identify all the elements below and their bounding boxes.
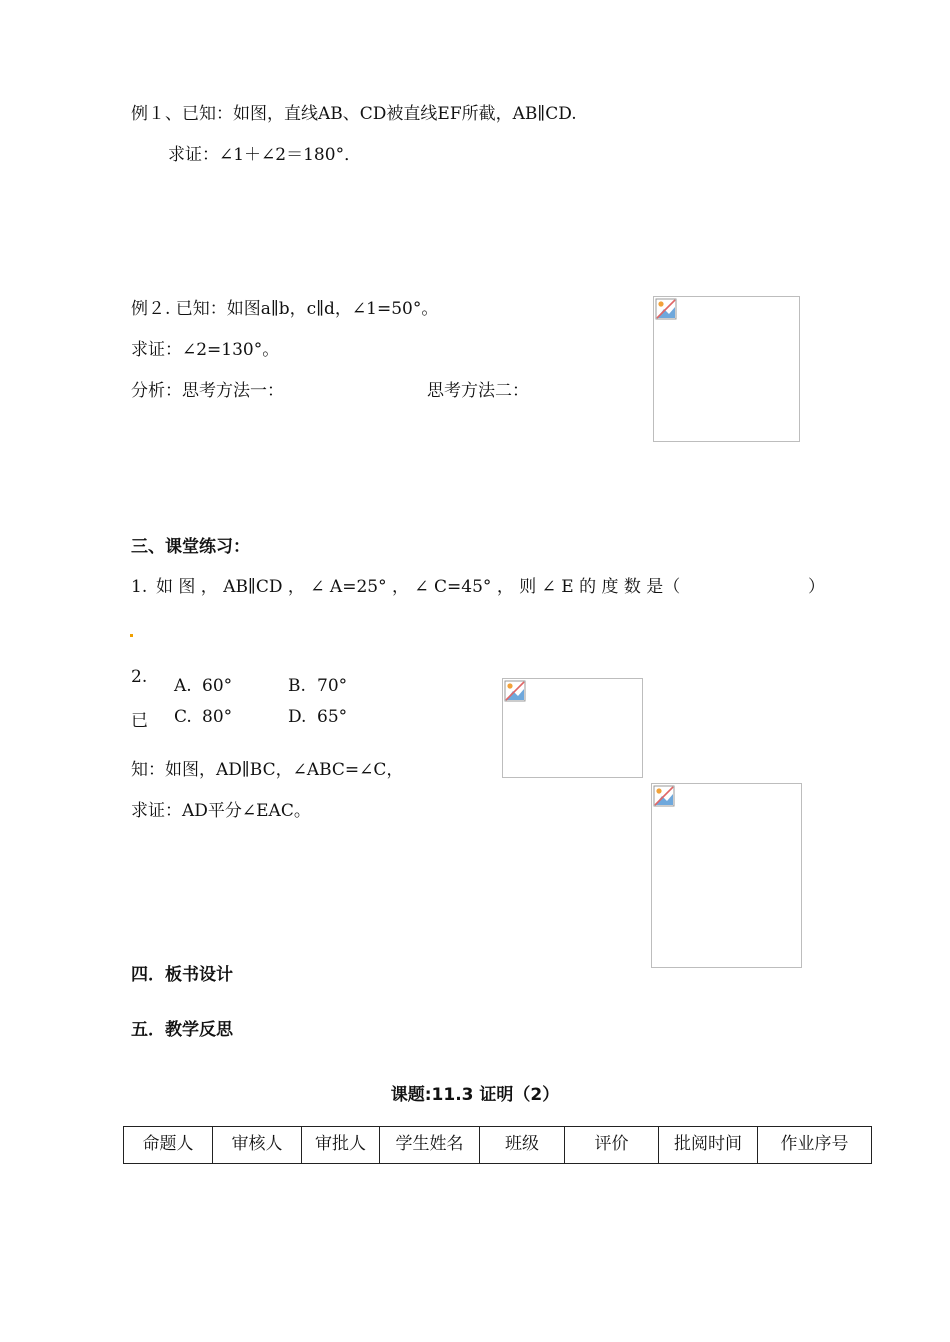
section5-heading: 五．教学反思 — [131, 1020, 233, 1040]
table-header-cell: 班级 — [480, 1127, 565, 1164]
example2-prove: 求证：∠2=130°。 — [131, 340, 280, 360]
q2-char: 已 — [131, 711, 148, 731]
example2-analysis-method2: 思考方法二： — [427, 381, 529, 401]
section3-heading: 三、课堂练习： — [131, 537, 250, 557]
table-header-cell: 批阅时间 — [659, 1127, 758, 1164]
q1-option-c-value: 80° — [202, 707, 233, 727]
q1-figure-image — [502, 678, 643, 778]
q1-option-b-value: 70° — [317, 676, 348, 696]
table-row — [124, 1127, 872, 1164]
table-header-cell: 命题人 — [124, 1127, 213, 1164]
q1-option-d-label: D. — [288, 707, 307, 727]
example2-figure-image — [653, 296, 800, 442]
q2-number: 2. — [131, 667, 148, 687]
table-header-cell: 学生姓名 — [380, 1127, 480, 1164]
example1-given: 例１、已知：如图，直线AB、CD被直线EF所截，AB∥CD. — [131, 104, 577, 124]
marker-dot — [130, 634, 133, 637]
q1-text: 如 图 ， AB∥CD ， ∠ A=25° ， ∠ C=45° ， 则 ∠ E 的 度 数 是（ — [156, 577, 681, 597]
table-header-cell: 评价 — [565, 1127, 659, 1164]
example1-prove: 求证：∠1＋∠2＝180°． — [168, 145, 362, 165]
q1-option-c-label: C. — [174, 707, 192, 727]
q1-option-b-label: B. — [288, 676, 306, 696]
table-header-cell: 作业序号 — [758, 1127, 872, 1164]
table-header-cell: 审核人 — [213, 1127, 302, 1164]
q2-figure-image — [651, 783, 802, 968]
broken-image-icon — [653, 785, 675, 807]
q1-close-paren: ） — [808, 577, 825, 597]
table-header-cell: 审批人 — [302, 1127, 380, 1164]
q1-option-a-value: 60° — [202, 676, 233, 696]
broken-image-icon — [655, 298, 677, 320]
q1-option-d-value: 65° — [317, 707, 348, 727]
q2-prove: 求证：AD平分∠EAC。 — [131, 801, 311, 821]
example2-given: 例２. 已知：如图a∥b，c∥d，∠1=50°。 — [131, 299, 439, 319]
q2-given: 知：如图，AD∥BC，∠ABC=∠C， — [131, 760, 404, 780]
example2-analysis-method1: 分析：思考方法一： — [131, 381, 284, 401]
q1-number: 1. — [131, 577, 148, 597]
q1-option-a-label: A. — [174, 676, 192, 696]
broken-image-icon — [504, 680, 526, 702]
section4-heading: 四．板书设计 — [131, 965, 233, 985]
lesson-title: 课题:11.3 证明（2） — [390, 1085, 560, 1105]
signature-table — [123, 1126, 872, 1164]
